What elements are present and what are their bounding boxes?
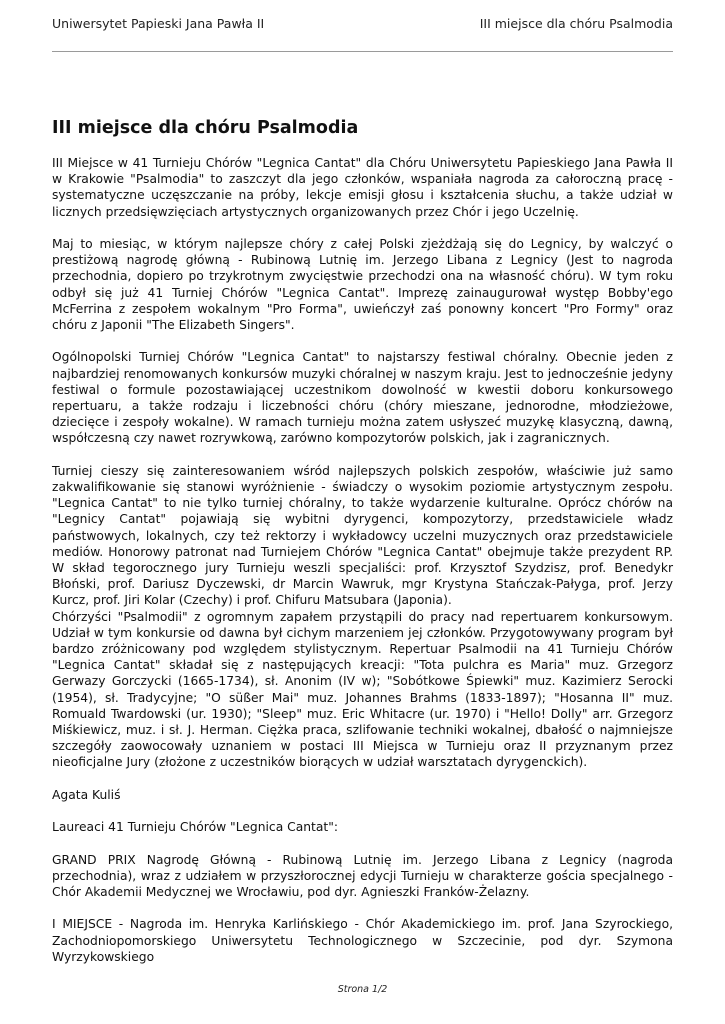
article-title: III miejsce dla chóru Psalmodia <box>52 118 359 138</box>
laureate-grand-prix: GRAND PRIX Nagrodę Główną - Rubinową Lutnię im. Jerzego Libana z Legnicy (nagroda przechodnia), wraz z udziałem w przyszłorocznej edycji Turnieju w charakterze gościa specjalnego - Chór Akademii Medycznej we Wrocławiu, pod dyr. Agnieszki Franków-Żelazny. <box>52 852 673 900</box>
header-site-name: Uniwersytet Papieski Jana Pawła II <box>52 16 265 31</box>
article-paragraph-intro: III Miejsce w 41 Turnieju Chórów "Legnica Cantat" dla Chóru Uniwersytetu Papieskiego Jana Pawła II w Krakowie "Psalmodia" to zaszczyt dla jego członków, wspaniała nagroda za całoroczną pracę - systematyczne uczęszczanie na próby, lekcje emisji głosu i kształcenia słuchu, a także udział w licznych przedsięwzięciach artystycznych organizowanych przez Chór i jego Uczelnię. <box>52 156 673 219</box>
article-paragraph-jury-repertoire: Turniej cieszy się zainteresowaniem wśród najlepszych polskich zespołów, właściwie już samo zakwalifikowanie się stanowi wyróżnienie - świadczy o wysokim poziomie artystycznym zespołu. "Legnica Cantat" to nie tylko turniej chóralny, to także wydarzenie kulturalne. Oprócz chórów na "Legnicy Cantat" pojawiają się wybitni dyrygenci, kompozytorzy, przedstawiciele władz państwowych, lokalnych, czy też rektorzy i wykładowcy uczelni muzycznych oraz przedstawiciele mediów. Honorowy patronat nad Turniejem Chórów "Legnica Cantat" obejmuje także prezydent RP. W skład tegorocznego jury Turnieju weszli specjaliści: prof. Krzysztof Szydzisz, prof. Benedykr Błoński, prof. Dariusz Dyczewski, dr Marcin Wawruk, mgr Krystyna Stańczak-Pałyga, prof. Jerzy Kurcz, prof. Jiri Kolar (Czechy) i prof. Chifuru Matsubara (Japonia). Chórzyści "Psalmodii" z ogromnym zapałem przystąpili do pracy nad repertuarem konkursowym. Udział w tym konkursie od dawna był cichym marzeniem jej członków. Przygotowywany program był bardzo zróżnicowany pod względem stylistycznym. Repertuar Psalmodii na 41 Turnieju Chórów "Legnica Cantat" składał się z następujących kreacji: "Tota pulchra es Maria" muz. Grzegorz Gerwazy Gorczycki (1665-1734), sł. Anonim (IV w); "Sobótkowe Śpiewki" muz. Kazimierz Serocki (1954), sł. Tradycyjne; "O süßer Mai" muz. Johannes Brahms (1833-1897); "Hosanna II" muz. Romuald Twardowski (ur. 1930); "Sleep" muz. Eric Whitacre (ur. 1970) i "Hello! Dolly" arr. Grzegorz Miśkiewicz, muz. i sł. J. Herman. Ciężka praca, szlifowanie techniki wokalnej, dbałość o najmniejsze szczegóły zaowocowały uznaniem w postaci III Miejsca w Turnieju oraz II przyznanym przez nieoficjalne Jury (złożone z uczestników biorących w udział warsztatach dyrygenckich). <box>52 463 673 770</box>
page-header <box>52 16 673 31</box>
article-body <box>52 155 673 981</box>
page-number: Strona 1/2 <box>337 984 388 995</box>
article-paragraph-may: Maj to miesiąc, w którym najlepsze chóry z całej Polski zjeżdżają się do Legnicy, by walczyć o prestiżową nagrodę główną - Rubinową Lutnię im. Jerzego Libana z Legnicy (Jest to nagroda przechodnia, dopiero po trzykrotnym zwycięstwie przechodzi ona na własność chóru). W tym roku odbył się już 41 Turniej Chórów "Legnica Cantat". Imprezę zainaugurował występ Bobby'ego McFerrina z zespołem wokalnym "Pro Forma", uwieńczył zaś ponowny koncert "Pro Formy" oraz chóru z Japonii "The Elizabeth Singers". <box>52 237 673 333</box>
laureates-heading: Laureaci 41 Turnieju Chórów "Legnica Cantat": <box>52 820 339 835</box>
document-page <box>52 0 673 1024</box>
header-article-title: III miejsce dla chóru Psalmodia <box>479 16 673 31</box>
header-divider <box>52 51 673 52</box>
laureate-first-place: I MIEJSCE - Nagroda im. Henryka Karlińskiego - Chór Akademickiego im. prof. Jana Szyrockiego, Zachodniopomorskiego Uniwersytetu Technologicznego w Szczecinie, pod dyr. Szymona Wyrzykowskiego <box>52 917 673 964</box>
article-paragraph-festival: Ogólnopolski Turniej Chórów "Legnica Cantat" to najstarszy festiwal chóralny. Obecnie jeden z najbardziej renomowanych konkursów muzyki chóralnej w naszym kraju. Jest to jednocześnie jedyny festiwal o formule pozostawiającej uczestnikom dowolność w kwestii doboru konkursowego repertuaru, a także rodzaju i liczebności chóru (chóry mieszane, jednorodne, młodzieżowe, dziecięce i zespoły wokalne). W ramach turnieju można zatem usłyszeć muzykę klasyczną, dawną, współczesną czy nawet rozrywkową, zarówno kompozytorów polskich, jak i zagranicznych. <box>52 350 673 446</box>
article-author: Agata Kuliś <box>52 787 121 802</box>
